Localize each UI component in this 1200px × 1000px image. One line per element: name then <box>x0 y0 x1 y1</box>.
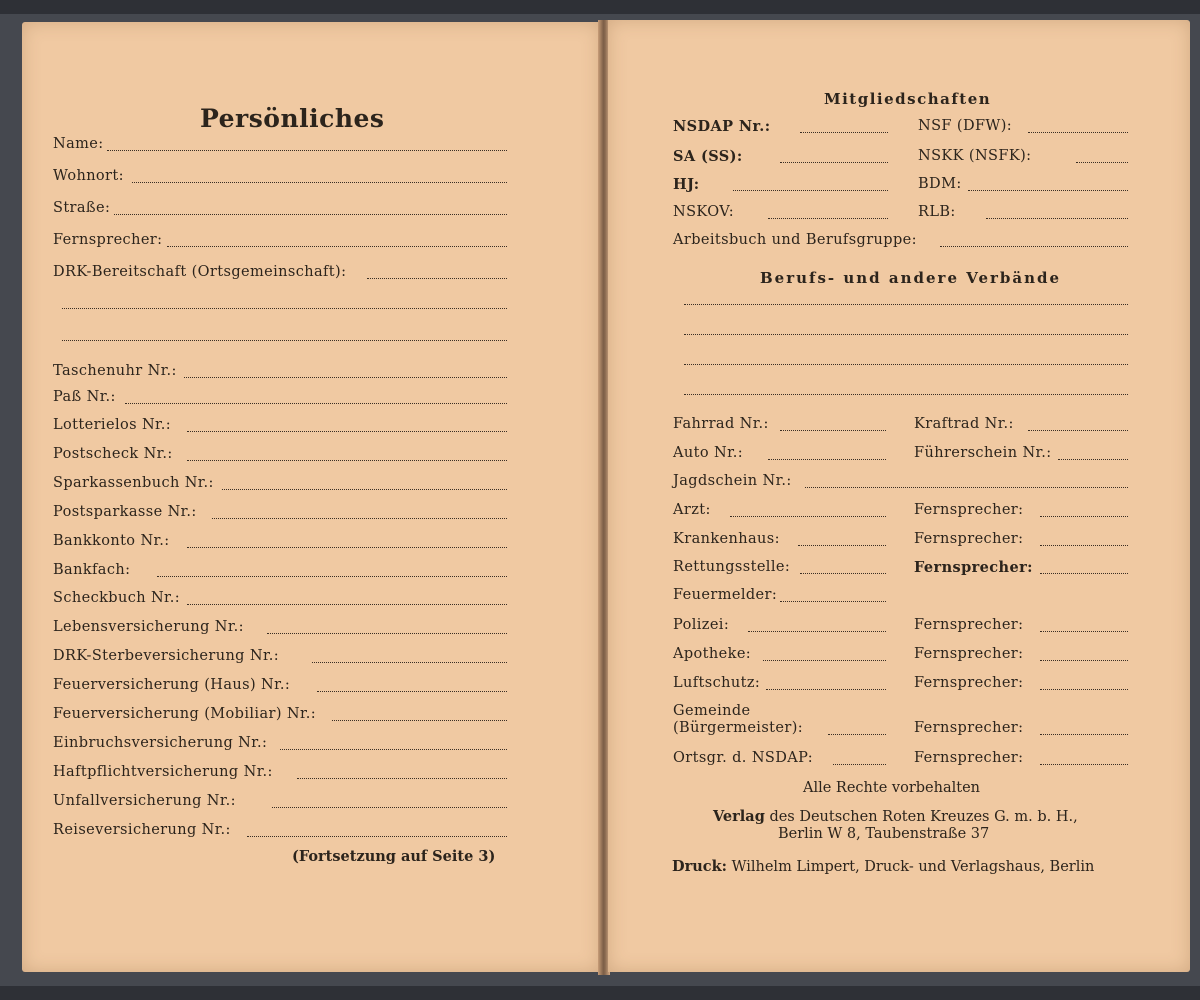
contact-krankenhaus-phone: Fernsprecher: <box>914 531 1024 547</box>
membership-nskk-line <box>1076 162 1128 163</box>
field-bankkonto: Bankkonto Nr.: <box>53 533 170 549</box>
field-feuer-mobiliar-line <box>332 720 507 721</box>
field-lebensversicherung-line <box>267 633 507 634</box>
field-postsparkasse: Postsparkasse Nr.: <box>53 504 197 520</box>
field-jagdschein-line <box>805 487 1128 488</box>
contact-arzt-phone-line <box>1040 516 1128 517</box>
association-line-2 <box>684 334 1128 335</box>
field-pass-line <box>125 403 507 404</box>
field-drk-sterbe-line <box>312 662 507 663</box>
blank-line-2 <box>62 340 507 341</box>
field-postscheck: Postscheck Nr.: <box>53 446 173 462</box>
field-einbruch-line <box>280 749 507 750</box>
contact-arzt: Arzt: <box>673 502 711 518</box>
cover-edge-top <box>0 0 1200 14</box>
contact-apotheke: Apotheke: <box>673 646 752 662</box>
field-lebensversicherung: Lebensversicherung Nr.: <box>53 619 244 635</box>
contact-ortsgruppe-line <box>833 764 886 765</box>
contact-feuermelder: Feuermelder: <box>673 587 778 603</box>
field-taschenuhr: Taschenuhr Nr.: <box>53 363 177 379</box>
field-einbruch: Einbruchsversicherung Nr.: <box>53 735 268 751</box>
field-feuer-haus: Feuerversicherung (Haus) Nr.: <box>53 677 291 693</box>
field-fernsprecher: Fernsprecher: <box>53 232 163 248</box>
field-feuer-haus-line <box>317 691 507 692</box>
contact-apotheke-phone-line <box>1040 660 1128 661</box>
field-name: Name: <box>53 136 104 152</box>
field-reise-line <box>247 836 507 837</box>
contact-krankenhaus: Krankenhaus: <box>673 531 780 547</box>
printer-rest: Wilhelm Limpert, Druck- und Verlagshaus, Berlin <box>731 859 1095 875</box>
contact-luftschutz-phone: Fernsprecher: <box>914 675 1024 691</box>
field-scheckbuch-line <box>187 604 507 605</box>
continuation-note: (Fortsetzung auf Seite 3) <box>292 848 496 865</box>
field-strasse-line <box>114 214 507 215</box>
field-taschenuhr-line <box>184 377 507 378</box>
contact-arzt-line <box>730 516 886 517</box>
contact-krankenhaus-line <box>798 545 886 546</box>
contact-ortsgruppe: Ortsgr. d. NSDAP: <box>673 750 814 766</box>
field-wohnort: Wohnort: <box>53 168 124 184</box>
field-postsparkasse-line <box>212 518 507 519</box>
membership-rlb-line <box>986 218 1128 219</box>
blank-line-1 <box>62 308 507 309</box>
field-sparkassenbuch-line <box>222 489 507 490</box>
field-fuehrerschein: Führerschein Nr.: <box>914 445 1052 461</box>
field-fahrrad: Fahrrad Nr.: <box>673 416 769 432</box>
right-page-title: Mitgliedschaften <box>824 90 992 108</box>
associations-title: Berufs- und andere Verbände <box>760 269 1062 287</box>
membership-nsdap-line <box>800 132 888 133</box>
contact-ortsgruppe-phone-line <box>1040 764 1128 765</box>
contact-krankenhaus-phone-line <box>1040 545 1128 546</box>
field-sparkassenbuch: Sparkassenbuch Nr.: <box>53 475 214 491</box>
rights-notice: Alle Rechte vorbehalten <box>803 780 980 796</box>
membership-sa: SA (SS): <box>673 148 743 165</box>
field-drk-sterbeversicherung: DRK-Sterbeversicherung Nr.: <box>53 648 279 664</box>
contact-polizei-phone-line <box>1040 631 1128 632</box>
contact-polizei-phone: Fernsprecher: <box>914 617 1024 633</box>
publisher-line <box>713 808 1078 825</box>
cover-edge-bottom <box>0 986 1200 1000</box>
field-arbeitsbuch-line <box>940 246 1128 247</box>
field-feuer-mobiliar: Feuerversicherung (Mobiliar) Nr.: <box>53 706 317 722</box>
right-page <box>608 20 1190 972</box>
field-bankfach: Bankfach: <box>53 562 131 578</box>
left-page <box>22 22 600 972</box>
membership-hj-line <box>733 190 888 191</box>
left-page-title: Persönliches <box>200 104 385 133</box>
contact-luftschutz: Luftschutz: <box>673 675 761 691</box>
association-line-3 <box>684 364 1128 365</box>
contact-rettungsstelle-line <box>800 573 886 574</box>
contact-gemeinde-phone: Fernsprecher: <box>914 720 1024 736</box>
field-unfall: Unfallversicherung Nr.: <box>53 793 236 809</box>
field-jagdschein: Jagdschein Nr.: <box>673 473 792 489</box>
contact-rettungsstelle-phone-line <box>1040 573 1128 574</box>
contact-rettungsstelle: Rettungsstelle: <box>673 559 791 575</box>
contact-gemeinde-phone-line <box>1040 734 1128 735</box>
contact-rettungsstelle-phone: Fernsprecher: <box>914 559 1033 576</box>
membership-nsf-line <box>1028 132 1128 133</box>
field-haftpflicht: Haftpflichtversicherung Nr.: <box>53 764 273 780</box>
membership-nsf: NSF (DFW): <box>918 118 1013 134</box>
field-auto-line <box>768 459 886 460</box>
membership-nskov: NSKOV: <box>673 204 734 220</box>
contact-gemeinde-line <box>828 734 886 735</box>
field-bankfach-line <box>157 576 507 577</box>
contact-apotheke-phone: Fernsprecher: <box>914 646 1024 662</box>
contact-polizei-line <box>748 631 886 632</box>
membership-hj: HJ: <box>673 176 700 193</box>
field-fahrrad-line <box>780 430 886 431</box>
printer-line <box>672 858 1094 875</box>
field-lotterielos: Lotterielos Nr.: <box>53 417 172 433</box>
field-lotterielos-line <box>187 431 507 432</box>
membership-sa-line <box>780 162 888 163</box>
membership-bdm-line <box>968 190 1128 191</box>
field-kraftrad-line <box>1028 430 1128 431</box>
contact-luftschutz-phone-line <box>1040 689 1128 690</box>
contact-polizei: Polizei: <box>673 617 730 633</box>
field-postscheck-line <box>187 460 507 461</box>
contact-ortsgruppe-phone: Fernsprecher: <box>914 750 1024 766</box>
association-line-1 <box>684 304 1128 305</box>
field-strasse: Straße: <box>53 200 111 216</box>
field-pass: Paß Nr.: <box>53 389 116 405</box>
membership-nskov-line <box>768 218 888 219</box>
contact-arzt-phone: Fernsprecher: <box>914 502 1024 518</box>
field-scheckbuch: Scheckbuch Nr.: <box>53 590 181 606</box>
field-name-line <box>107 150 507 151</box>
contact-apotheke-line <box>763 660 886 661</box>
field-unfall-line <box>272 807 507 808</box>
membership-rlb: RLB: <box>918 204 956 220</box>
field-haftpflicht-line <box>297 778 507 779</box>
contact-gemeinde: Gemeinde <box>673 703 751 719</box>
association-line-4 <box>684 394 1128 395</box>
publisher-address: Berlin W 8, Taubenstraße 37 <box>778 826 990 842</box>
field-arbeitsbuch: Arbeitsbuch und Berufsgruppe: <box>673 232 917 248</box>
membership-nsdap: NSDAP Nr.: <box>673 118 771 135</box>
field-auto: Auto Nr.: <box>673 445 744 461</box>
publisher-bold: Verlag <box>713 808 765 825</box>
field-drk-line <box>367 278 507 279</box>
field-bankkonto-line <box>187 547 507 548</box>
contact-luftschutz-line <box>766 689 886 690</box>
field-wohnort-line <box>132 182 507 183</box>
field-fuehrerschein-line <box>1058 459 1128 460</box>
printer-bold: Druck: <box>672 858 727 875</box>
contact-buergermeister: (Bürgermeister): <box>673 720 804 736</box>
field-drk-bereitschaft: DRK-Bereitschaft (Ortsgemeinschaft): <box>53 264 347 280</box>
publisher-rest: des Deutschen Roten Kreuzes G. m. b. H., <box>769 809 1078 825</box>
field-kraftrad: Kraftrad Nr.: <box>914 416 1014 432</box>
field-fernsprecher-line <box>167 246 507 247</box>
field-reise: Reiseversicherung Nr.: <box>53 822 231 838</box>
membership-bdm: BDM: <box>918 176 962 192</box>
contact-feuermelder-line <box>780 601 886 602</box>
membership-nskk: NSKK (NSFK): <box>918 148 1032 164</box>
